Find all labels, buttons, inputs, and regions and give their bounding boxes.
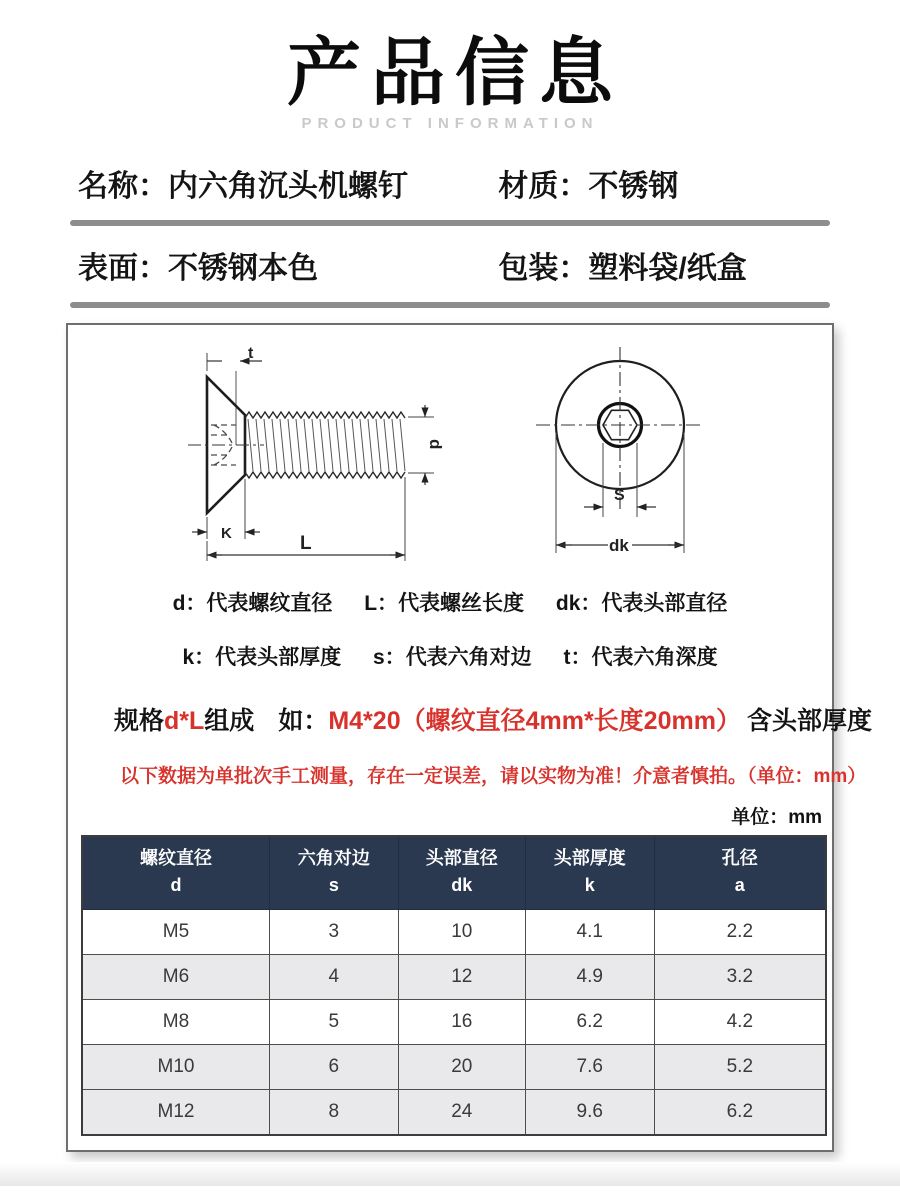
cell: M6 (82, 955, 269, 1000)
unit-note: 单位：mm (731, 807, 822, 829)
dim-label-d: d (426, 439, 445, 450)
legend-line-1 (68, 587, 832, 617)
dim-label-dk: dk (609, 536, 629, 556)
packaging-value: 塑料袋/纸盒 (588, 252, 747, 286)
material-label: 材质： (498, 170, 589, 204)
table-row (82, 910, 826, 955)
cell: 4.1 (525, 910, 654, 955)
cell: 4 (269, 955, 398, 1000)
screw-top-view-diagram (520, 345, 738, 571)
table-row (82, 1000, 826, 1045)
surface-label: 表面： (78, 252, 168, 286)
page-subtitle: PRODUCT INFORMATION (301, 115, 599, 133)
spec-format-line: 规格d*L组成 如：M4*20（螺纹直径4mm*长度20mm） 含头部厚度 (114, 707, 872, 736)
packaging-label: 包装： (498, 252, 589, 286)
col-header-head-thickness: 头部厚度 k (525, 836, 654, 910)
bottom-gradient (0, 1162, 900, 1186)
cell: 6.2 (525, 1000, 654, 1045)
col-header-hole-diameter: 孔径 a (654, 836, 826, 910)
legend-item-t: t：代表六角深度 (563, 646, 718, 670)
cell: 12 (398, 955, 525, 1000)
legend-item-L: L：代表螺丝长度 (364, 592, 525, 616)
page-header (0, 0, 900, 132)
divider-2 (70, 302, 830, 308)
dim-label-t: t (248, 345, 254, 363)
cell: 4.2 (654, 1000, 826, 1045)
surface-value: 不锈钢本色 (168, 252, 318, 286)
cell: 9.6 (525, 1090, 654, 1135)
info-pair-packaging (498, 243, 746, 287)
cell: 3 (269, 910, 398, 955)
dim-label-k: K (221, 525, 232, 543)
cell: 3.2 (654, 955, 826, 1000)
cell: 8 (269, 1090, 398, 1135)
table-row (82, 1045, 826, 1090)
table-row (82, 1090, 826, 1135)
cell: 5 (269, 1000, 398, 1045)
col-header-hex-width: 六角对边 s (269, 836, 398, 910)
cell: M12 (82, 1090, 269, 1135)
col-header-head-diameter: 头部直径 dk (398, 836, 525, 910)
name-label: 名称： (78, 170, 168, 204)
legend-item-d: d：代表螺纹直径 (172, 592, 333, 616)
col-header-thread-diameter: 螺纹直径 d (82, 836, 269, 910)
cell: 2.2 (654, 910, 826, 955)
table-header-row (82, 836, 826, 910)
table-row (82, 955, 826, 1000)
info-row-2 (70, 226, 830, 302)
spec-card (66, 323, 872, 1152)
technical-diagrams (68, 337, 832, 571)
cell: M8 (82, 1000, 269, 1045)
legend-item-k: k：代表头部厚度 (182, 646, 342, 670)
dim-label-l: L (300, 533, 312, 555)
cell: 10 (398, 910, 525, 955)
product-info-section (70, 144, 830, 308)
info-pair-name (78, 161, 498, 205)
dim-label-s: S (614, 487, 625, 505)
name-value: 内六角沉头机螺钉 (168, 170, 408, 204)
screw-side-view-diagram (162, 345, 462, 567)
info-row-1 (70, 144, 830, 220)
cell: M10 (82, 1045, 269, 1090)
cell: 16 (398, 1000, 525, 1045)
legend-line-2 (68, 641, 832, 671)
cell: 4.9 (525, 955, 654, 1000)
measurement-disclaimer: 以下数据为单批次手工测量，存在一定误差，请以实物为准！介意者慎拍。（单位：mm） (120, 766, 867, 788)
cell: 20 (398, 1045, 525, 1090)
cell: 5.2 (654, 1045, 826, 1090)
info-pair-surface (78, 243, 498, 287)
info-pair-material (498, 161, 678, 205)
cell: M5 (82, 910, 269, 955)
legend-item-s: s：代表六角对边 (373, 646, 532, 670)
page-title: 产品信息 (287, 31, 623, 114)
cell: 6 (269, 1045, 398, 1090)
cell: 24 (398, 1090, 525, 1135)
legend-item-dk: dk：代表头部直径 (555, 592, 728, 616)
dimension-table (81, 835, 827, 1136)
material-value: 不锈钢 (588, 170, 679, 204)
cell: 6.2 (654, 1090, 826, 1135)
cell: 7.6 (525, 1045, 654, 1090)
